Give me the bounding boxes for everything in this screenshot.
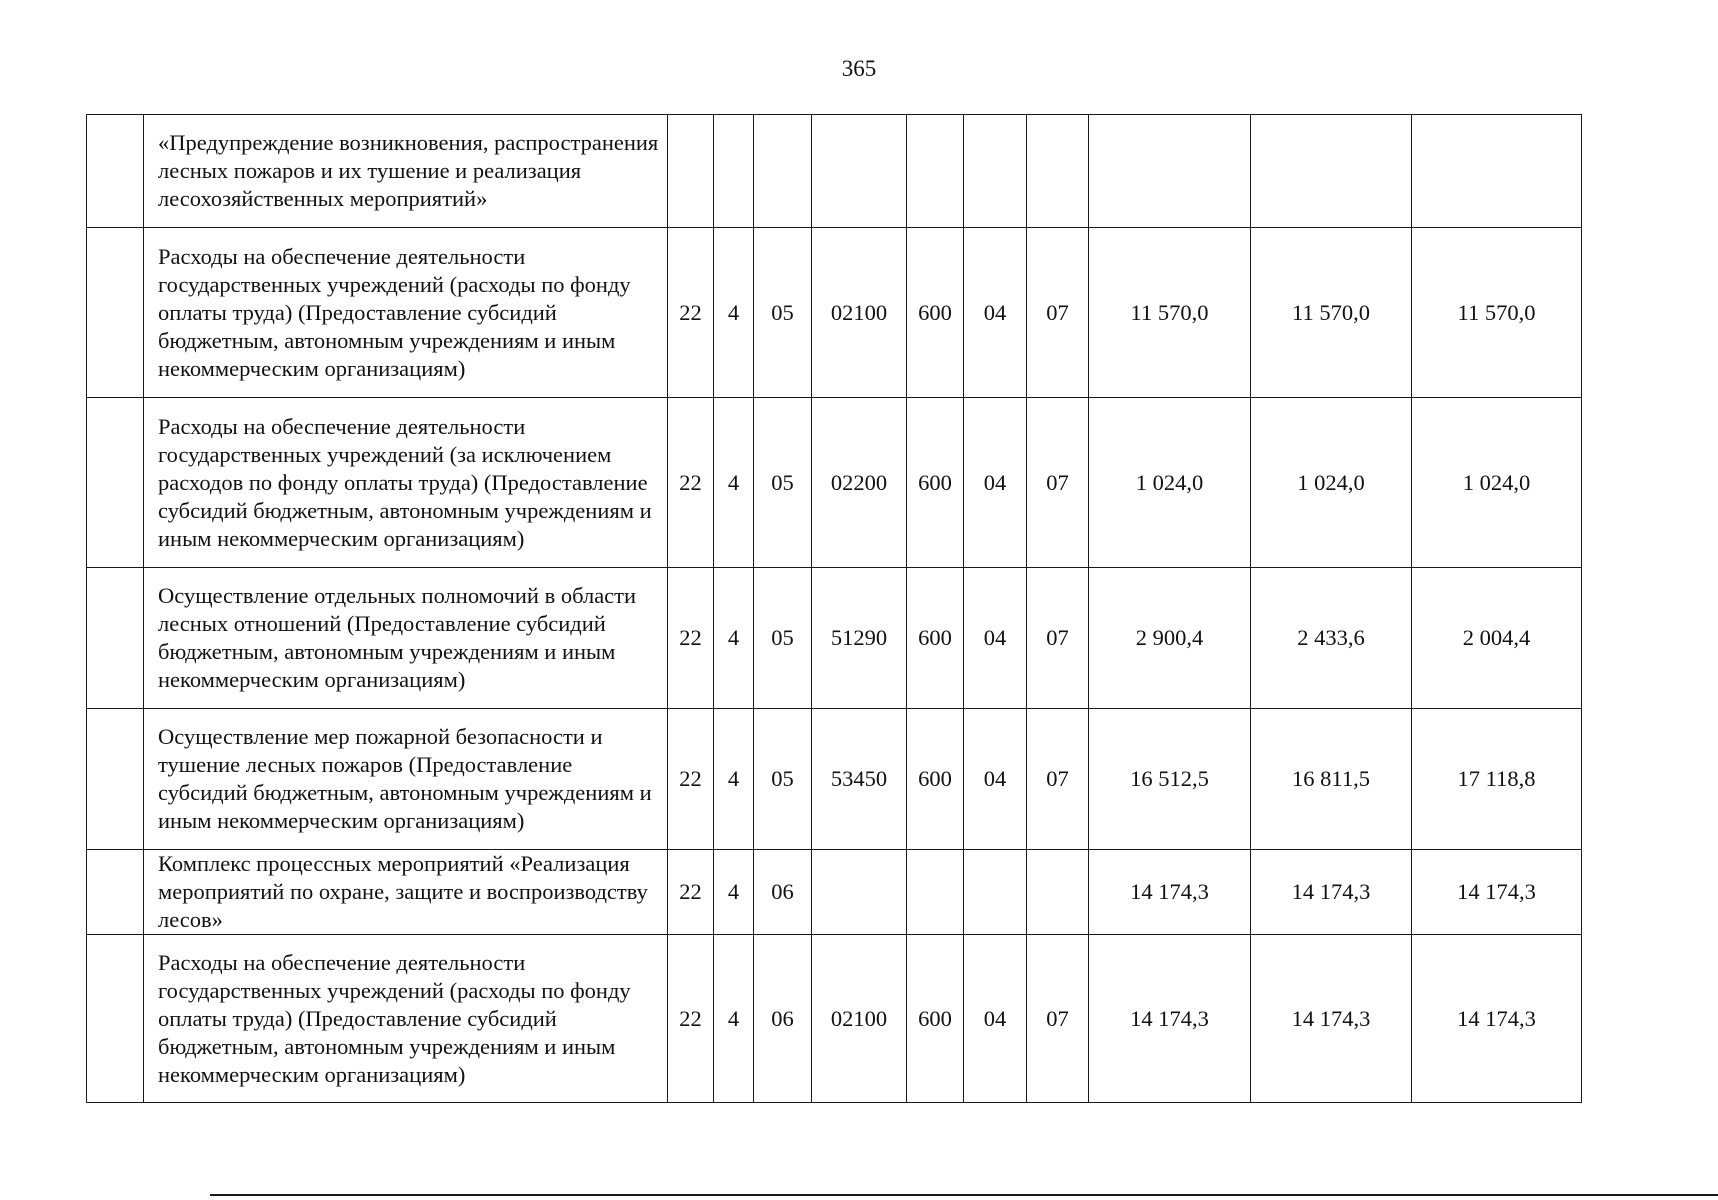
row-number-cell: [87, 228, 144, 398]
row-number-cell: [87, 850, 144, 935]
amount-3: 11 570,0: [1412, 228, 1582, 398]
code-4: 51290: [812, 568, 907, 709]
code-1: 22: [668, 228, 714, 398]
amount-1: 16 512,5: [1089, 709, 1251, 850]
amount-1: [1089, 115, 1251, 228]
row-description: «Предупреждение возникновения, распространения лесных пожаров и их тушение и реализация лесохозяйственных мероприятий»: [144, 115, 668, 228]
row-description: Расходы на обеспечение деятельности государственных учреждений (расходы по фонду оплаты труда) (Предоставление субсидий бюджетным, автономным учреждениям и иным некоммерческим организациям): [144, 228, 668, 398]
row-number-cell: [87, 568, 144, 709]
code-1: 22: [668, 568, 714, 709]
amount-2: 1 024,0: [1251, 398, 1412, 568]
code-2: 4: [714, 850, 754, 935]
table-row: [87, 115, 1582, 228]
code-6: 04: [964, 398, 1027, 568]
code-7: [1027, 115, 1089, 228]
code-5: 600: [907, 709, 964, 850]
code-6: 04: [964, 935, 1027, 1103]
table-row: [87, 709, 1582, 850]
amount-2: 14 174,3: [1251, 850, 1412, 935]
amount-3: 14 174,3: [1412, 850, 1582, 935]
code-4: 02100: [812, 935, 907, 1103]
code-2: 4: [714, 709, 754, 850]
table-row: [87, 935, 1582, 1103]
code-7: 07: [1027, 935, 1089, 1103]
amount-1: 1 024,0: [1089, 398, 1251, 568]
code-3: 05: [754, 228, 812, 398]
code-5: 600: [907, 398, 964, 568]
table-row: [87, 850, 1582, 935]
code-4: 02200: [812, 398, 907, 568]
code-2: 4: [714, 398, 754, 568]
code-1: [668, 115, 714, 228]
code-1: 22: [668, 398, 714, 568]
code-4: 02100: [812, 228, 907, 398]
row-number-cell: [87, 398, 144, 568]
code-6: [964, 115, 1027, 228]
amount-1: 2 900,4: [1089, 568, 1251, 709]
code-1: 22: [668, 935, 714, 1103]
code-6: 04: [964, 568, 1027, 709]
code-5: [907, 850, 964, 935]
row-number-cell: [87, 115, 144, 228]
row-description: Комплекс процессных мероприятий «Реализация мероприятий по охране, защите и воспроизводству лесов»: [144, 850, 668, 935]
code-7: 07: [1027, 228, 1089, 398]
table-row: [87, 568, 1582, 709]
budget-table: [86, 114, 1582, 1103]
code-6: 04: [964, 709, 1027, 850]
amount-3: 17 118,8: [1412, 709, 1582, 850]
code-6: [964, 850, 1027, 935]
row-description: Расходы на обеспечение деятельности государственных учреждений (за исключением расходов по фонду оплаты труда) (Предоставление субсидий бюджетным, автономным учреждениям и иным некоммерческим организациям): [144, 398, 668, 568]
code-4: [812, 850, 907, 935]
code-2: 4: [714, 935, 754, 1103]
row-number-cell: [87, 709, 144, 850]
code-5: 600: [907, 228, 964, 398]
code-1: 22: [668, 709, 714, 850]
amount-2: 14 174,3: [1251, 935, 1412, 1103]
code-5: [907, 115, 964, 228]
code-7: 07: [1027, 568, 1089, 709]
code-4: 53450: [812, 709, 907, 850]
bottom-rule: [210, 1194, 1718, 1196]
row-description: Осуществление мер пожарной безопасности и тушение лесных пожаров (Предоставление субсидий бюджетным, автономным учреждениям и иным некоммерческим организациям): [144, 709, 668, 850]
code-1: 22: [668, 850, 714, 935]
code-2: 4: [714, 568, 754, 709]
row-description: Осуществление отдельных полномочий в области лесных отношений (Предоставление субсидий бюджетным, автономным учреждениям и иным некоммерческим организациям): [144, 568, 668, 709]
row-number-cell: [87, 935, 144, 1103]
code-2: 4: [714, 228, 754, 398]
amount-2: 2 433,6: [1251, 568, 1412, 709]
code-3: 05: [754, 709, 812, 850]
code-3: 05: [754, 568, 812, 709]
amount-3: 14 174,3: [1412, 935, 1582, 1103]
code-2: [714, 115, 754, 228]
code-3: 06: [754, 935, 812, 1103]
amount-1: 14 174,3: [1089, 850, 1251, 935]
code-7: [1027, 850, 1089, 935]
code-7: 07: [1027, 398, 1089, 568]
amount-1: 14 174,3: [1089, 935, 1251, 1103]
table-row: [87, 228, 1582, 398]
code-5: 600: [907, 935, 964, 1103]
code-3: [754, 115, 812, 228]
amount-3: 1 024,0: [1412, 398, 1582, 568]
page-number: 365: [841, 56, 877, 81]
amount-3: [1412, 115, 1582, 228]
code-7: 07: [1027, 709, 1089, 850]
code-6: 04: [964, 228, 1027, 398]
code-3: 05: [754, 398, 812, 568]
row-description: Расходы на обеспечение деятельности государственных учреждений (расходы по фонду оплаты труда) (Предоставление субсидий бюджетным, автономным учреждениям и иным некоммерческим организациям): [144, 935, 668, 1103]
amount-3: 2 004,4: [1412, 568, 1582, 709]
code-4: [812, 115, 907, 228]
amount-2: 11 570,0: [1251, 228, 1412, 398]
code-3: 06: [754, 850, 812, 935]
table-row: [87, 398, 1582, 568]
code-5: 600: [907, 568, 964, 709]
amount-2: 16 811,5: [1251, 709, 1412, 850]
amount-1: 11 570,0: [1089, 228, 1251, 398]
amount-2: [1251, 115, 1412, 228]
